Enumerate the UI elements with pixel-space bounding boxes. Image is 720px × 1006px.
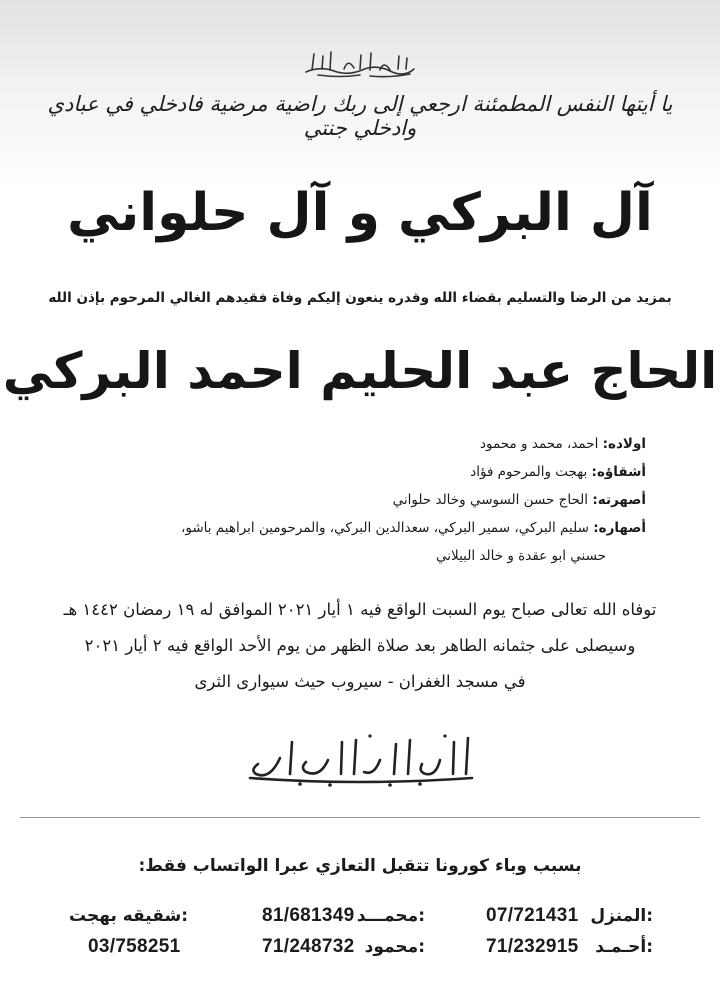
basmala-calligraphy (300, 44, 420, 80)
children-names: احمد، محمد و محمود (480, 436, 599, 452)
bahjat-number[interactable]: 03/758251 (88, 936, 181, 957)
brothers-names: بهجت والمرحوم فؤاد (470, 464, 588, 480)
brothers-in-law-names: الحاج حسن السوسي وخالد حلواني (392, 492, 589, 508)
mohammad-label: محمـــد: (356, 906, 425, 926)
section-divider (20, 817, 700, 818)
brothers-label: أشقاؤه: (591, 464, 646, 480)
death-details (20, 592, 700, 700)
home-number[interactable]: 07/721431 (486, 905, 579, 926)
sons-in-law-line (46, 514, 646, 542)
sons-in-law-names-2: حسني ابو عقدة و خالد البيلاني (436, 548, 606, 564)
corona-notice: بسبب وباء كورونا تتقبل التعازي عبرا الواتساب فقط: (138, 856, 582, 876)
closing-calligraphy-text: إنا لله وإنا إليه راجعون (360, 762, 370, 763)
ahmad-label: أحـمـد: (595, 937, 653, 957)
death-date-line: توفاه الله تعالى صباح يوم السبت الواقع فيه ١ أيار ٢٠٢١ الموافق له ١٩ رمضان ١٤٤٢ هـ (63, 600, 657, 619)
contact-mahmoud (365, 937, 425, 957)
funeral-prayer-line: وسيصلى على جثمانه الطاهر بعد صلاة الظهر من يوم الأحد الواقع فيه ٢ أيار ٢٠٢١ (84, 636, 636, 655)
family-title: آل البركي و آل حلواني (67, 183, 653, 243)
deceased-name: الحاج عبد الحليم احمد البركي (2, 342, 718, 400)
sons-in-law-label: أصهاره: (593, 520, 646, 536)
sons-in-law-line-2 (46, 542, 646, 570)
sons-in-law-names-1: سليم البركي، سمير البركي، سعدالدين البركي، والمرحومين ابراهيم باشو، (180, 520, 589, 536)
quran-verse: يا أيتها النفس المطمئنة ارجعي إلى ربك راضية مرضية فادخلي في عبادي وادخلي جنتي (47, 92, 673, 140)
mahmoud-number[interactable]: 71/248732 (262, 936, 355, 957)
contact-ahmad (595, 937, 653, 957)
mosque-line: في مسجد الغفران - سيروب حيث سيوارى الثرى (194, 672, 526, 691)
basmala-text: بسم الله الرحمن الرحيم (360, 64, 371, 65)
children-label: اولاده: (602, 436, 646, 452)
mohammad-number[interactable]: 81/681349 (262, 905, 355, 926)
announcement-intro: بمزيد من الرضا والتسليم بقضاء الله وقدره ينعون إليكم وفاة فقيدهم الغالي المرحوم بإذن الله (48, 290, 672, 306)
brothers-in-law-label: أصهرته: (592, 492, 646, 508)
brothers-in-law-line (46, 486, 646, 514)
relatives-list (46, 430, 646, 570)
closing-calligraphy (240, 730, 480, 794)
contact-home (590, 906, 653, 926)
mahmoud-label: محمود: (364, 937, 425, 957)
brothers-line (46, 458, 646, 486)
ahmad-number[interactable]: 71/232915 (486, 936, 579, 957)
children-line (46, 430, 646, 458)
contact-bahjat (69, 906, 188, 926)
home-label: المنزل: (590, 906, 653, 926)
contact-mohammad (357, 906, 425, 926)
bahjat-label: شقيقه بهجت: (68, 906, 188, 926)
